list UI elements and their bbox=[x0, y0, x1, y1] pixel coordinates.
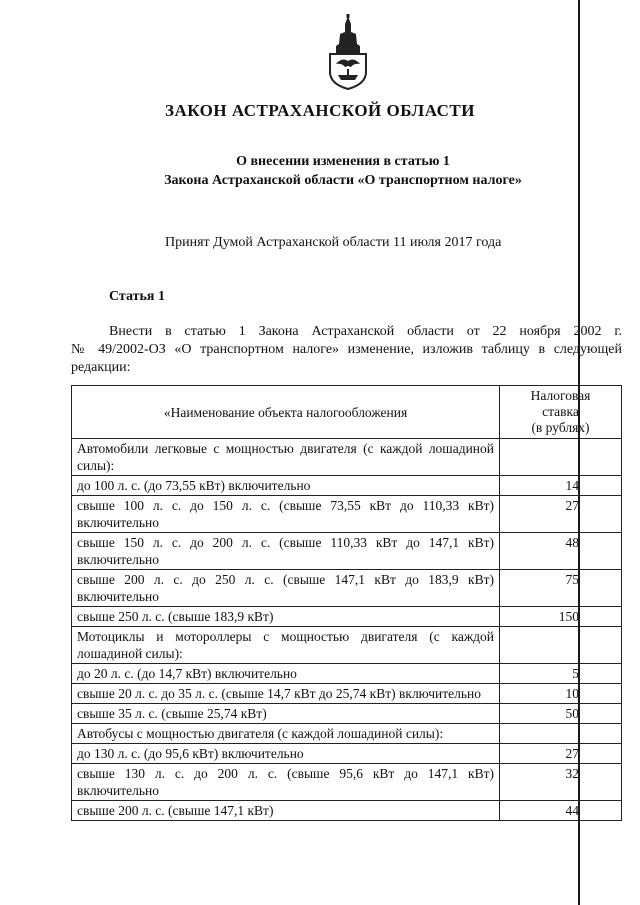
cell-object-name: до 20 л. с. (до 14,7 кВт) включительно bbox=[72, 664, 500, 684]
table-row bbox=[72, 570, 622, 607]
cell-tax-rate: 10 bbox=[500, 684, 622, 704]
cell-tax-rate: 44 bbox=[500, 801, 622, 821]
table-row bbox=[72, 476, 622, 496]
cell-tax-rate: 50 bbox=[500, 704, 622, 724]
cell-object-name: Автомобили легковые с мощностью двигателя (с каждой лошадиной силы): bbox=[72, 439, 500, 476]
table-row bbox=[72, 744, 622, 764]
header-object-name: «Наименование объекта налогообложения bbox=[72, 386, 500, 439]
cell-tax-rate: 48 bbox=[500, 533, 622, 570]
cell-object-name: свыше 100 л. с. до 150 л. с. (свыше 73,55 кВт до 110,33 кВт) включительно bbox=[72, 496, 500, 533]
table-row bbox=[72, 439, 622, 476]
cell-object-name: свыше 20 л. с. до 35 л. с. (свыше 14,7 кВт до 25,74 кВт) включительно bbox=[72, 684, 500, 704]
table-row bbox=[72, 664, 622, 684]
table-row bbox=[72, 533, 622, 570]
cell-object-name: свыше 200 л. с. до 250 л. с. (свыше 147,1 кВт до 183,9 кВт) включительно bbox=[72, 570, 500, 607]
table-row bbox=[72, 496, 622, 533]
cell-tax-rate bbox=[500, 439, 622, 476]
cell-object-name: до 130 л. с. (до 95,6 кВт) включительно bbox=[72, 744, 500, 764]
cell-object-name: свыше 130 л. с. до 200 л. с. (свыше 95,6 кВт до 147,1 кВт) включительно bbox=[72, 764, 500, 801]
cell-tax-rate: 150 bbox=[500, 607, 622, 627]
law-subtitle: О внесении изменения в статью 1 Закона Астраханской области «О транспортном налоге» bbox=[164, 154, 522, 188]
cell-tax-rate: 14 bbox=[500, 476, 622, 496]
cell-tax-rate bbox=[500, 724, 622, 744]
table-row bbox=[72, 607, 622, 627]
law-title: ЗАКОН АСТРАХАНСКОЙ ОБЛАСТИ bbox=[164, 101, 475, 120]
article-heading: Статья 1 bbox=[109, 289, 165, 304]
cell-tax-rate: 27 bbox=[500, 744, 622, 764]
cell-tax-rate bbox=[500, 627, 622, 664]
cell-object-name: Мотоциклы и мотороллеры с мощностью двигателя (с каждой лошадиной силы): bbox=[72, 627, 500, 664]
header-tax-rate: Налоговая ставка (в рублях) bbox=[500, 386, 622, 439]
table-row bbox=[72, 801, 622, 821]
cell-tax-rate: 5 bbox=[500, 664, 622, 684]
coat-of-arms-icon bbox=[324, 14, 372, 90]
table-row bbox=[72, 704, 622, 724]
cell-tax-rate: 32 bbox=[500, 764, 622, 801]
cell-object-name: Автобусы с мощностью двигателя (с каждой лошадиной силы): bbox=[72, 724, 500, 744]
cell-object-name: свыше 250 л. с. (свыше 183,9 кВт) bbox=[72, 607, 500, 627]
cell-tax-rate: 75 bbox=[500, 570, 622, 607]
tax-rate-table bbox=[71, 385, 622, 821]
table-row bbox=[72, 684, 622, 704]
table-row bbox=[72, 764, 622, 801]
cell-object-name: свыше 35 л. с. (свыше 25,74 кВт) bbox=[72, 704, 500, 724]
cell-tax-rate: 27 bbox=[500, 496, 622, 533]
table-body bbox=[72, 439, 622, 821]
cell-object-name: до 100 л. с. (до 73,55 кВт) включительно bbox=[72, 476, 500, 496]
table-header-row bbox=[72, 386, 622, 439]
table-row bbox=[72, 627, 622, 664]
table-row bbox=[72, 724, 622, 744]
cell-object-name: свыше 150 л. с. до 200 л. с. (свыше 110,33 кВт до 147,1 кВт) включительно bbox=[72, 533, 500, 570]
article-paragraph: Внести в статью 1 Закона Астраханской области от 22 ноября 2002 г. № 49/2002-ОЗ «О транспортном налоге» изменение, изложив таблицу в следующей редакции: bbox=[71, 324, 622, 375]
adoption-note: Принят Думой Астраханской области 11 июля 2017 года bbox=[165, 235, 502, 250]
cell-object-name: свыше 200 л. с. (свыше 147,1 кВт) bbox=[72, 801, 500, 821]
